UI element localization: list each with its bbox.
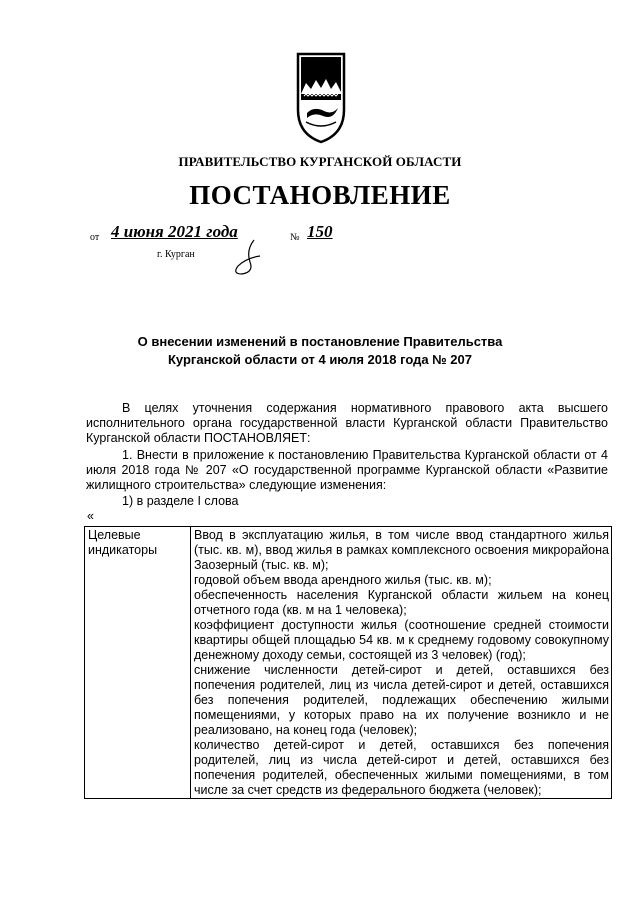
target-indicators-table xyxy=(84,526,612,799)
list-item: обеспеченность населения Курганской области жильем на конец отчетного года (кв. м на 1 человека); xyxy=(194,588,609,617)
title-line-2: Курганской области от 4 июля 2018 года № 207 xyxy=(168,352,472,367)
indicator-list-cell xyxy=(191,527,612,799)
table-row xyxy=(85,527,612,799)
document-type-heading: ПОСТАНОВЛЕНИЕ xyxy=(189,180,451,210)
clause-1-paragraph: 1. Внести в приложение к постановлению Правительства Курганской области от 4 июля 2018 года № 207 «О государственной программе Курганской области «Развитие жилищного строительства» следующие изменения: xyxy=(86,448,608,492)
date-from-label: от xyxy=(90,232,100,243)
title-line-1: О внесении изменений в постановление Правительства xyxy=(137,334,503,349)
list-item: коэффициент доступности жилья (соотношение средней стоимости квартиры общей площадью 54 кв. м к среднему годовому совокупному денежному доходу семьи, состоящей из 3 человек) (год); xyxy=(194,618,609,662)
indicator-label-cell: Целевые индикаторы xyxy=(85,527,191,799)
number-label: № xyxy=(290,232,300,243)
preamble-paragraph: В целях уточнения содержания нормативного правового акта высшего исполнительного органа государственной власти Курганской области Правительство Курганской области ПОСТАНОВЛЯЕТ: xyxy=(86,401,608,445)
subclause-paragraph: 1) в разделе I слова xyxy=(122,494,239,508)
handwritten-number: 150 xyxy=(307,222,333,241)
coat-of-arms-emblem xyxy=(294,50,348,146)
document-title xyxy=(0,333,640,369)
handwritten-date: 4 июня 2021 года xyxy=(111,222,238,241)
list-item: годовой объем ввода арендного жилья (тыс. кв. м); xyxy=(194,573,492,587)
list-item: снижение численности детей-сирот и детей, оставшихся без попечения родителей, лиц из числа детей-сирот и детей, оставшихся без попечения родителей, подлежащих обеспечению жилыми помещениями, у которых право на их получение возникло и не реализовано, на конец года (человек); xyxy=(194,663,609,737)
list-item: Ввод в эксплуатацию жилья, в том числе ввод стандартного жилья (тыс. кв. м), ввод жилья в рамках комплексного освоения микрорайона Заозерный (тыс. кв. м); xyxy=(194,528,609,572)
open-quote-mark: « xyxy=(87,509,94,523)
list-item: количество детей-сирот и детей, оставшихся без попечения родителей, лиц из числа детей-сирот и детей, оставшихся без попечения родителей, обеспеченных жилыми помещениями, в том числе за счет средств из федерального бюджета (человек); xyxy=(194,738,609,797)
signature-scribble xyxy=(224,236,284,276)
government-name: ПРАВИТЕЛЬСТВО КУРГАНСКОЙ ОБЛАСТИ xyxy=(178,154,462,169)
city-label: г. Курган xyxy=(157,249,195,260)
